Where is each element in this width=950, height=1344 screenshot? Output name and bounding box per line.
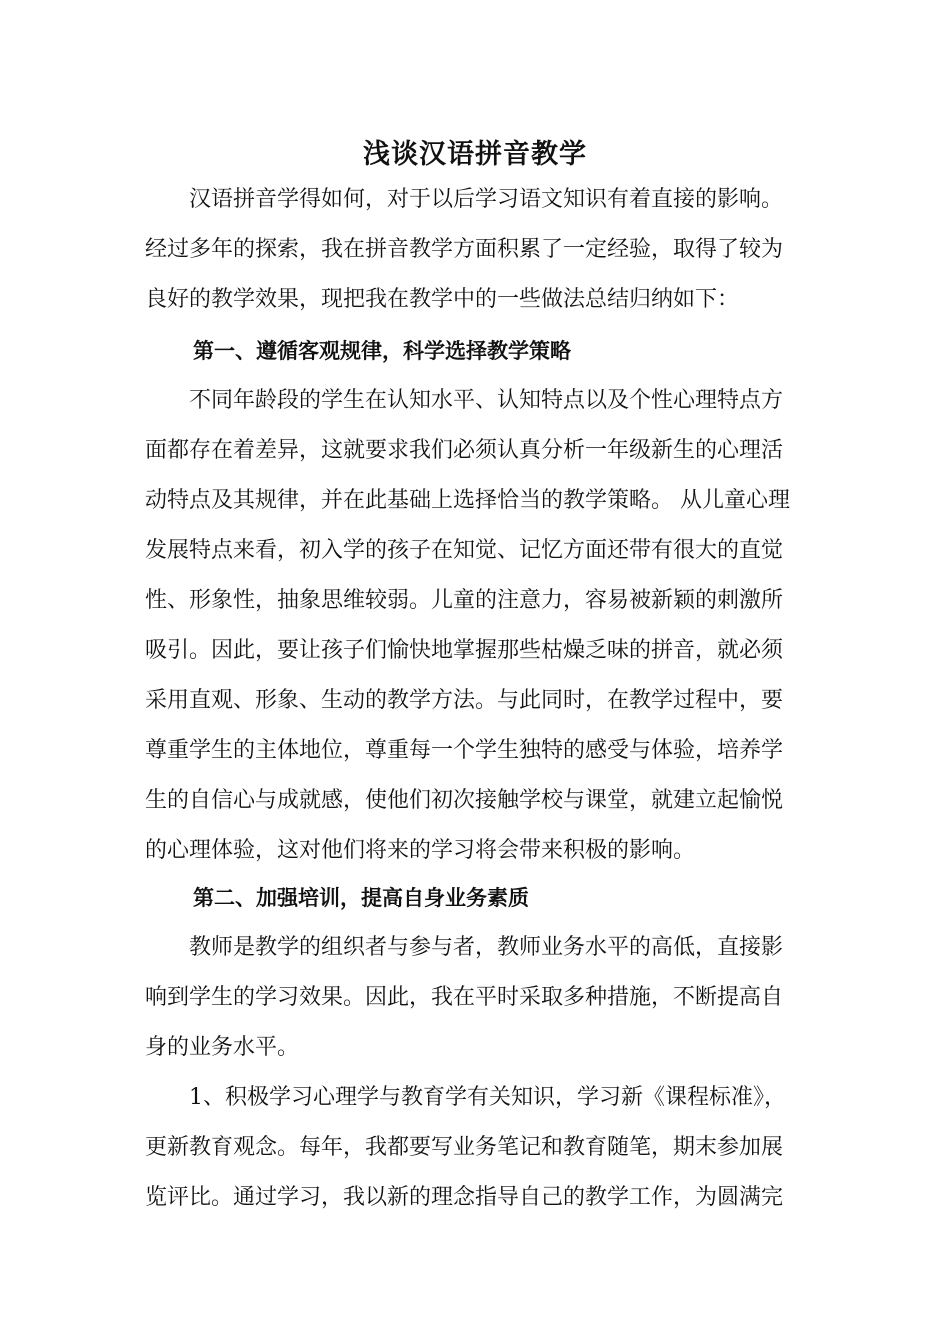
paragraph-section-1 [145, 376, 810, 876]
paragraph-section-2 [145, 923, 810, 1073]
paragraph-line: 1、积极学习心理学与教育学有关知识，学习新《课程标准》， [189, 1085, 786, 1110]
section-heading-text: 第二、加强培训，提高自身业务素质 [193, 886, 529, 910]
paragraph-line: 良好的教学效果，现把我在教学中的一些做法总结归纳如下： [145, 287, 740, 312]
document-title: 浅谈汉语拼音教学 [363, 139, 587, 170]
paragraph-item-1 [145, 1073, 810, 1223]
paragraph-line: 响到学生的学习效果。因此，我在平时采取多种措施，不断提高自 [145, 985, 784, 1010]
paragraph-line: 性、形象性，抽象思维较弱。儿童的注意力，容易被新颖的刺激所 [145, 588, 784, 613]
paragraph-line: 发展特点来看，初入学的孩子在知觉、记忆方面还带有很大的直觉 [145, 538, 784, 563]
paragraph-intro [145, 175, 810, 325]
paragraph-line: 身的业务水平。 [145, 1035, 300, 1060]
paragraph-line: 采用直观、形象、生动的教学方法。与此同时，在教学过程中，要 [145, 688, 784, 713]
paragraph-line: 览评比。通过学习，我以新的理念指导自己的教学工作，为圆满完 [145, 1185, 784, 1210]
paragraph-line: 尊重学生的主体地位，尊重每一个学生独特的感受与体验，培养学 [145, 738, 784, 763]
section-heading-2 [145, 873, 810, 923]
section-heading-text: 第一、遵循客观规律，科学选择教学策略 [193, 339, 571, 363]
paragraph-line: 吸引。因此，要让孩子们愉快地掌握那些枯燥乏味的拼音，就必须 [145, 638, 784, 663]
section-heading-1 [145, 326, 810, 376]
paragraph-line: 汉语拼音学得如何，对于以后学习语文知识有着直接的影响。 [189, 187, 784, 212]
paragraph-line: 更新教育观念。每年，我都要写业务笔记和教育随笔，期末参加展 [145, 1135, 784, 1160]
paragraph-line: 生的自信心与成就感，使他们初次接触学校与课堂，就建立起愉悦 [145, 788, 784, 813]
paragraph-line: 的心理体验，这对他们将来的学习将会带来积极的影响。 [145, 838, 696, 863]
paragraph-line: 经过多年的探索，我在拼音教学方面积累了一定经验，取得了较为 [145, 237, 784, 262]
paragraph-line: 不同年龄段的学生在认知水平、认知特点以及个性心理特点方 [189, 388, 784, 413]
paragraph-line: 动特点及其规律，并在此基础上选择恰当的教学策略。 从儿童心理 [145, 488, 790, 513]
paragraph-line: 面都存在着差异，这就要求我们必须认真分析一年级新生的心理活 [145, 438, 784, 463]
paragraph-line: 教师是教学的组织者与参与者，教师业务水平的高低，直接影 [189, 935, 784, 960]
